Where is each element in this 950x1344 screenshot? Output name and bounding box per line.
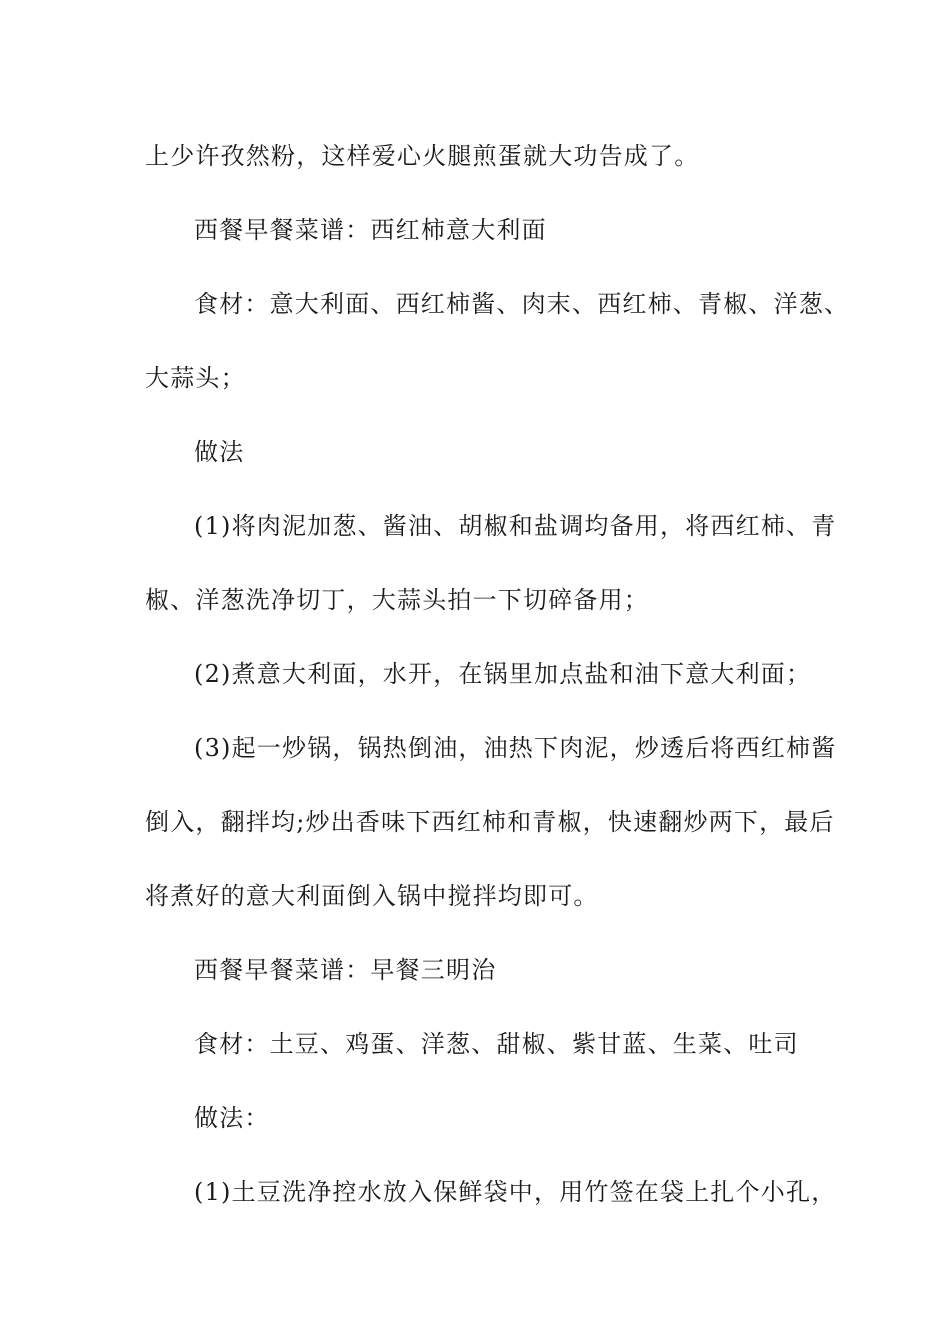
ingredients-pasta-line-2: 大蒜头； <box>145 364 246 392</box>
ingredients-sandwich: 食材：土豆、鸡蛋、洋葱、甜椒、紫甘蓝、生菜、吐司 <box>194 1030 799 1058</box>
step-3-pasta-line-1: (3)起一炒锅，锅热倒油，油热下肉泥，炒透后将西红柿酱 <box>194 734 837 762</box>
step-1-pasta-line-1: (1)将肉泥加葱、酱油、胡椒和盐调均备用，将西红柿、青 <box>194 512 837 540</box>
section-heading-sandwich: 西餐早餐菜谱：早餐三明治 <box>194 956 497 984</box>
step-1-pasta-line-2: 椒、洋葱洗净切丁，大蒜头拍一下切碎备用； <box>145 586 649 614</box>
step-1-sandwich: (1)土豆洗净控水放入保鲜袋中，用竹签在袋上扎个小孔， <box>194 1178 837 1206</box>
step-2-pasta: (2)煮意大利面，水开，在锅里加点盐和油下意大利面； <box>194 660 812 688</box>
paragraph-continuation: 上少许孜然粉，这样爱心火腿煎蛋就大功告成了。 <box>145 142 700 170</box>
section-heading-pasta: 西餐早餐菜谱：西红柿意大利面 <box>194 216 547 244</box>
method-heading-sandwich: 做法： <box>194 1104 270 1132</box>
method-heading-pasta: 做法 <box>194 438 245 466</box>
step-3-pasta-line-2: 倒入，翻拌均;炒出香味下西红柿和青椒，快速翻炒两下，最后 <box>145 808 835 836</box>
step-3-pasta-line-3: 将煮好的意大利面倒入锅中搅拌均即可。 <box>145 882 599 910</box>
ingredients-pasta-line-1: 食材：意大利面、西红柿酱、肉末、西红柿、青椒、洋葱、 <box>194 290 850 318</box>
